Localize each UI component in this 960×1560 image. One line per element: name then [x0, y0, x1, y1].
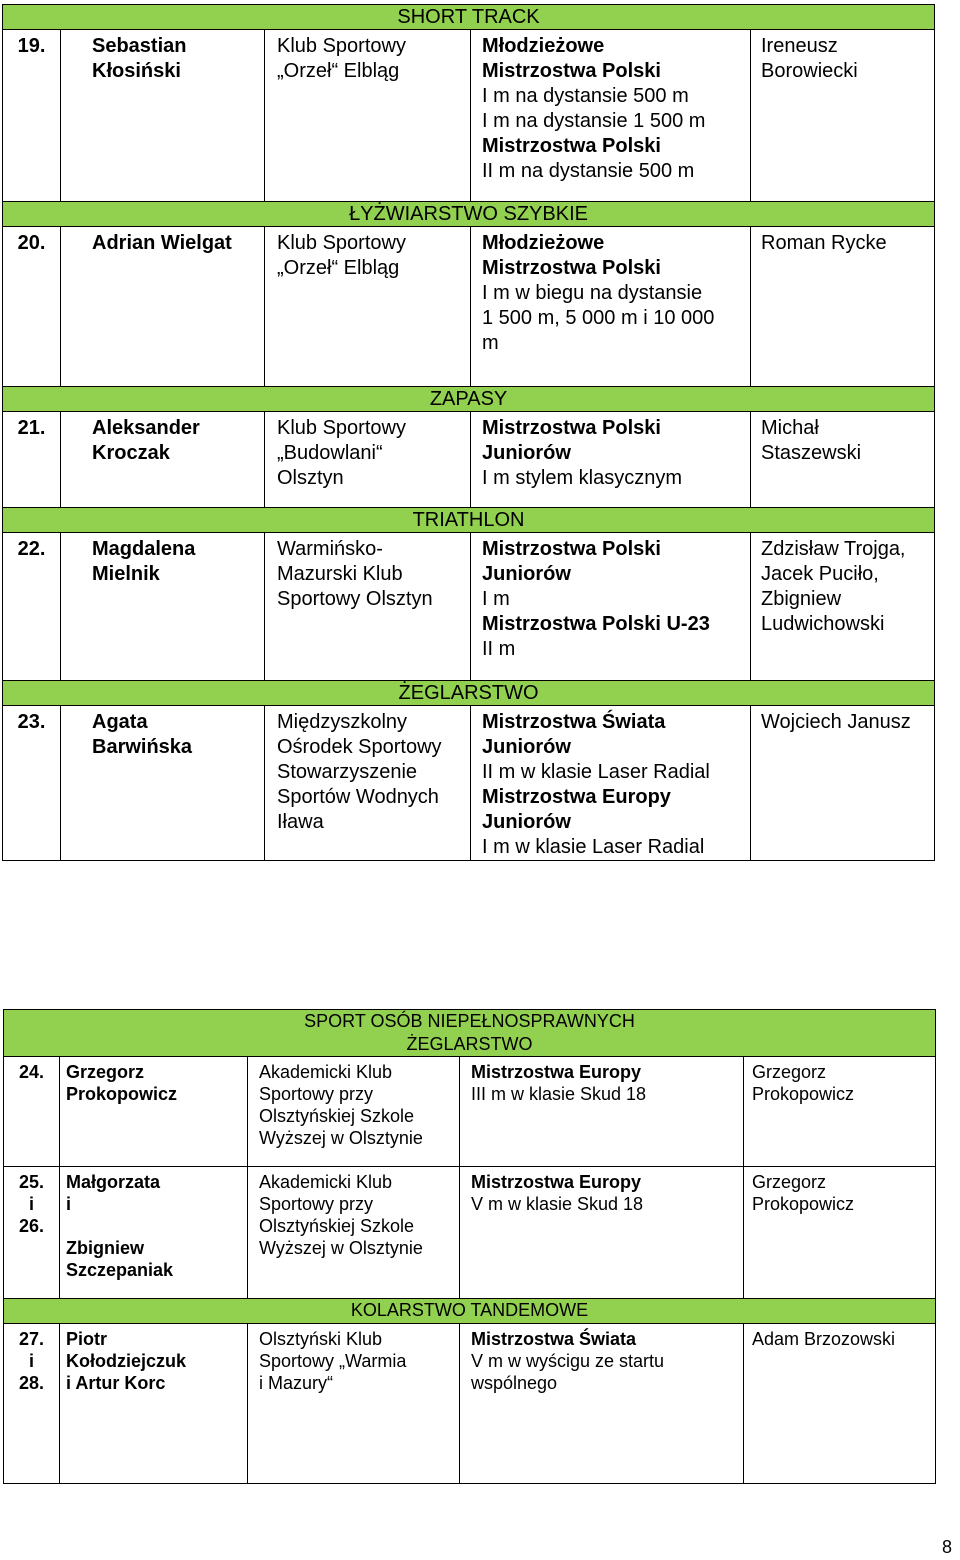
coach-name	[751, 227, 935, 387]
cell-line: Kołodziejczuk	[66, 1351, 187, 1371]
result-list	[460, 1324, 744, 1484]
cell-line: Zbigniew	[66, 1238, 144, 1258]
cell-line: Młodzieżowe	[482, 35, 605, 57]
cell-line: Mistrzostwa Świata	[482, 711, 666, 733]
category-header: ZAPASY	[3, 387, 935, 412]
coach-name	[744, 1057, 936, 1167]
cell-line: Prokopowicz	[66, 1084, 178, 1104]
cell-line: Juniorów	[482, 736, 571, 758]
cell-line: i Mazury“	[259, 1373, 334, 1393]
entry-number	[3, 30, 61, 202]
cell-line: I m na dystansie 1 500 m	[482, 110, 706, 132]
result-list	[471, 533, 751, 681]
category-line: SPORT OSÓB NIEPEŁNOSPRAWNYCH	[304, 1011, 635, 1031]
cell-line: III m w klasie Skud 18	[471, 1084, 647, 1104]
result-list	[471, 412, 751, 508]
cell-line: Grzegorz	[66, 1062, 145, 1082]
cell-line: Mistrzostwa Europy	[471, 1062, 642, 1082]
cell-line: I m	[482, 588, 510, 610]
cell-line: Stowarzyszenie	[277, 761, 418, 783]
cell-line: Aleksander	[92, 417, 200, 439]
cell-line: Mistrzostwa Polski	[482, 538, 661, 560]
cell-line: 22.	[17, 538, 46, 560]
cell-line: „Orzeł“ Elbląg	[277, 60, 400, 82]
cell-line: 25.	[18, 1172, 45, 1192]
cell-line: Zbigniew	[761, 588, 842, 610]
athlete-name	[60, 1167, 248, 1299]
athlete-name	[61, 227, 265, 387]
cell-line: Sportów Wodnych	[277, 786, 439, 808]
cell-line: Mistrzostwa Europy	[482, 786, 671, 808]
table-row	[3, 706, 935, 861]
cell-line: Zdzisław Trojga,	[761, 538, 906, 560]
result-list	[460, 1167, 744, 1299]
cell-line: Sportowy przy	[259, 1194, 374, 1214]
cell-line: Prokopowicz	[752, 1084, 855, 1104]
cell-line: I m w klasie Laser Radial	[482, 836, 705, 858]
cell-line: Małgorzata	[66, 1172, 161, 1192]
cell-line: Borowiecki	[761, 60, 858, 82]
category-header: KOLARSTWO TANDEMOWE	[4, 1299, 936, 1324]
cell-line: Adrian Wielgat	[92, 232, 232, 254]
cell-line: Barwińska	[92, 736, 193, 758]
club-name	[265, 30, 471, 202]
cell-line: Mistrzostwa Europy	[471, 1172, 642, 1192]
category-row	[3, 681, 935, 706]
cell-line: II m na dystansie 500 m	[482, 160, 695, 182]
achievements-table-2	[3, 1009, 936, 1484]
cell-line: „Orzeł“ Elbląg	[277, 257, 400, 279]
athlete-name	[61, 412, 265, 508]
result-list	[460, 1057, 744, 1167]
cell-line: Ośrodek Sportowy	[277, 736, 442, 758]
cell-line: i	[28, 1351, 34, 1371]
table-row	[3, 412, 935, 508]
cell-line: I m stylem klasycznym	[482, 467, 683, 489]
cell-line: Kroczak	[92, 442, 170, 464]
cell-line: i	[66, 1194, 72, 1214]
cell-line: Roman Rycke	[761, 232, 887, 254]
club-name	[265, 412, 471, 508]
cell-line: Sebastian	[92, 35, 187, 57]
club-name	[265, 533, 471, 681]
coach-name	[751, 412, 935, 508]
cell-line: 26.	[18, 1216, 45, 1236]
cell-line: Mistrzostwa Świata	[471, 1329, 637, 1349]
cell-line: Juniorów	[482, 811, 571, 833]
cell-line: i Artur Korc	[66, 1373, 166, 1393]
club-name	[265, 706, 471, 861]
cell-line: Olsztyński Klub	[259, 1329, 383, 1349]
athlete-name	[61, 533, 265, 681]
cell-line: Akademicki Klub	[259, 1062, 393, 1082]
table-row	[4, 1167, 936, 1299]
result-list	[471, 227, 751, 387]
cell-line: Mistrzostwa Polski U-23	[482, 613, 710, 635]
entry-number	[4, 1057, 60, 1167]
cell-line: Klub Sportowy	[277, 232, 406, 254]
cell-line: Sportowy Olsztyn	[277, 588, 433, 610]
cell-line: Wyższej w Olsztynie	[259, 1238, 423, 1258]
cell-line: Ludwichowski	[761, 613, 885, 635]
coach-name	[751, 533, 935, 681]
category-row	[3, 5, 935, 30]
cell-line: Staszewski	[761, 442, 862, 464]
cell-line: „Budowlani“	[277, 442, 383, 464]
category-header: ŻEGLARSTWO	[3, 681, 935, 706]
cell-line: I m na dystansie 500 m	[482, 85, 689, 107]
category-row	[3, 387, 935, 412]
cell-line: Michał	[761, 417, 819, 439]
athlete-name	[61, 30, 265, 202]
cell-line: Iława	[277, 811, 324, 833]
cell-line: 20.	[17, 232, 46, 254]
athlete-name	[60, 1057, 248, 1167]
cell-line: Klub Sportowy	[277, 417, 406, 439]
cell-line: 21.	[17, 417, 46, 439]
cell-line: II m w klasie Laser Radial	[482, 761, 710, 783]
cell-line: II m	[482, 638, 516, 660]
cell-line: Sportowy „Warmia	[259, 1351, 407, 1371]
category-row	[3, 508, 935, 533]
athlete-name	[61, 706, 265, 861]
cell-line: V m w wyścigu ze startu	[471, 1351, 665, 1371]
cell-line: V m w klasie Skud 18	[471, 1194, 644, 1214]
cell-line: Juniorów	[482, 442, 571, 464]
club-name	[248, 1324, 460, 1484]
category-header	[4, 1010, 936, 1057]
entry-number	[3, 412, 61, 508]
cell-line: Młodzieżowe	[482, 232, 605, 254]
cell-line: Prokopowicz	[752, 1194, 855, 1214]
cell-line: Grzegorz	[752, 1172, 827, 1192]
category-row	[4, 1299, 936, 1324]
table-row	[4, 1324, 936, 1484]
cell-line: Olsztyńskiej Szkole	[259, 1216, 415, 1236]
club-name	[265, 227, 471, 387]
cell-line: Klub Sportowy	[277, 35, 406, 57]
table-row	[3, 533, 935, 681]
table-row	[4, 1057, 936, 1167]
cell-line: 27.	[18, 1329, 45, 1349]
cell-line: Mistrzostwa Polski	[482, 417, 661, 439]
cell-line: 28.	[18, 1373, 45, 1393]
coach-name	[744, 1167, 936, 1299]
category-row	[4, 1010, 936, 1057]
coach-name	[751, 706, 935, 861]
entry-number	[3, 533, 61, 681]
cell-line: i	[28, 1194, 34, 1214]
cell-line: Agata	[92, 711, 148, 733]
club-name	[248, 1057, 460, 1167]
cell-line: Szczepaniak	[66, 1260, 174, 1280]
cell-line: I m w biegu na dystansie	[482, 282, 703, 304]
cell-line: Adam Brzozowski	[752, 1329, 896, 1349]
coach-name	[744, 1324, 936, 1484]
cell-line: Mistrzostwa Polski	[482, 257, 661, 279]
result-list	[471, 706, 751, 861]
table-row	[3, 30, 935, 202]
entry-number	[4, 1324, 60, 1484]
cell-line: Olsztyn	[277, 467, 344, 489]
achievements-table-1	[2, 4, 935, 861]
cell-line: Wojciech Janusz	[761, 711, 911, 733]
cell-line: Sportowy przy	[259, 1084, 374, 1104]
cell-line: Mielnik	[92, 563, 160, 585]
result-list	[471, 30, 751, 202]
cell-line: Olsztyńskiej Szkole	[259, 1106, 415, 1126]
coach-name	[751, 30, 935, 202]
cell-line: Międzyszkolny	[277, 711, 408, 733]
category-header: ŁYŻWIARSTWO SZYBKIE	[3, 202, 935, 227]
entry-number	[4, 1167, 60, 1299]
cell-line	[66, 1215, 247, 1237]
table-row	[3, 227, 935, 387]
entry-number	[3, 227, 61, 387]
athlete-name	[60, 1324, 248, 1484]
cell-line: Mistrzostwa Polski	[482, 60, 661, 82]
page-number: 8	[941, 1537, 952, 1557]
cell-line: Jacek Puciło,	[761, 563, 879, 585]
cell-line: Kłosiński	[92, 60, 181, 82]
cell-line: 1 500 m, 5 000 m i 10 000	[482, 307, 715, 329]
cell-line: Piotr	[66, 1329, 108, 1349]
cell-line: Grzegorz	[752, 1062, 827, 1082]
cell-line: Mistrzostwa Polski	[482, 135, 661, 157]
cell-line: Warmińsko-	[277, 538, 383, 560]
cell-line: wspólnego	[471, 1373, 558, 1393]
cell-line: Juniorów	[482, 563, 571, 585]
club-name	[248, 1167, 460, 1299]
entry-number	[3, 706, 61, 861]
category-row	[3, 202, 935, 227]
cell-line: Mazurski Klub	[277, 563, 403, 585]
category-line: ŻEGLARSTWO	[406, 1034, 533, 1054]
cell-line: Akademicki Klub	[259, 1172, 393, 1192]
cell-line: 19.	[17, 35, 46, 57]
category-header: SHORT TRACK	[3, 5, 935, 30]
cell-line: m	[482, 332, 499, 354]
cell-line: Magdalena	[92, 538, 196, 560]
category-header: TRIATHLON	[3, 508, 935, 533]
cell-line: Wyższej w Olsztynie	[259, 1128, 423, 1148]
cell-line: 24.	[18, 1062, 45, 1082]
cell-line: 23.	[17, 711, 46, 733]
cell-line: Ireneusz	[761, 35, 838, 57]
